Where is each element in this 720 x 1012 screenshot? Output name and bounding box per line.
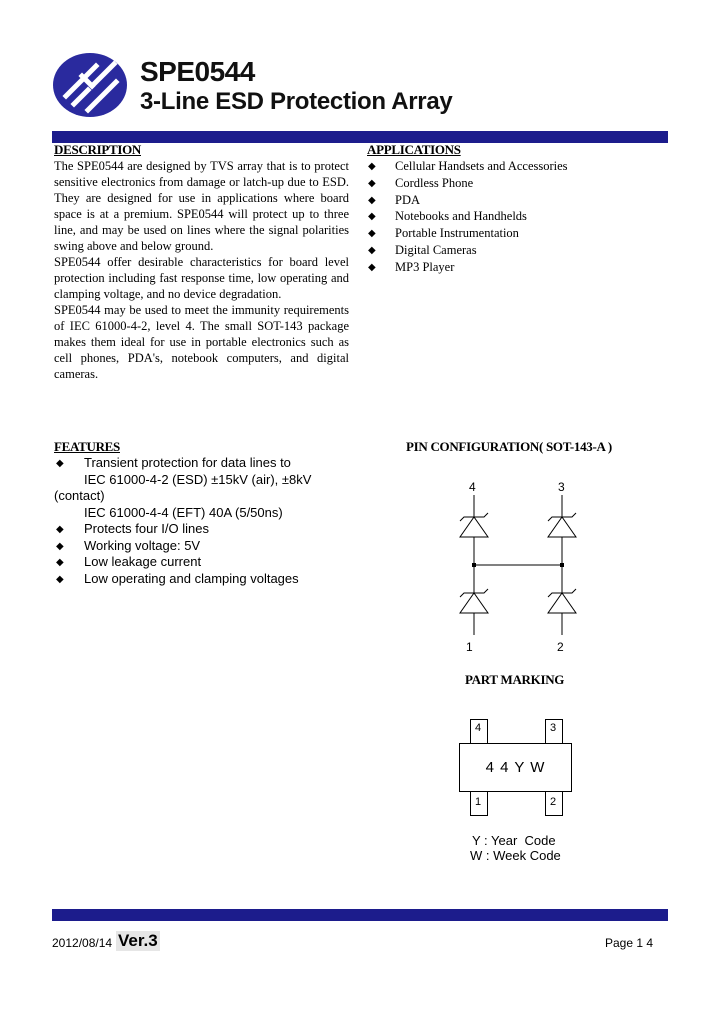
diamond-bullet-icon: ◆ [368,194,376,206]
list-item-continuation: IEC 61000-4-4 (EFT) 40A (5/50ns) [84,504,283,520]
description-paragraph: SPE0544 offer desirable characteristics for board level protection including fast response time, low operating and clamping voltage, and no device degradation. [54,255,349,301]
list-item: ◆ Transient protection for data lines to [54,455,354,472]
description-paragraph: SPE0544 may be used to meet the immunity requirements of IEC 61000-4-2, level 4. The small SOT-143 package makes them ideal for use in portable electronics such as cell phones, PDA's, notebook computers, and digital cameras. [54,303,349,381]
part-number-title: SPE0544 [140,56,255,87]
list-item: ◆ PDA [366,192,666,209]
description-text [54,158,349,382]
legend-year-code: Y : Year Code [472,833,556,848]
diamond-bullet-icon: ◆ [368,161,376,172]
list-item: ◆ Notebooks and Handhelds [366,208,666,225]
diamond-bullet-icon: ◆ [368,228,376,240]
footer-version: Ver.3 [118,931,158,950]
list-item: ◆ Low leakage current [54,554,354,571]
logo-icon [52,52,128,118]
diamond-bullet-icon: ◆ [368,244,376,256]
package-body [459,743,572,792]
list-item: ◆ Cordless Phone [366,175,666,192]
applications-list [366,158,666,276]
list-item: ◆ MP3 Player [366,259,666,276]
package-pin-2: 2 [545,792,563,816]
footer-date: 2012/08/14 [52,936,113,950]
applications-heading: APPLICATIONS [367,142,461,157]
pin-configuration-diagram [450,495,590,635]
diamond-bullet-icon: ◆ [368,261,376,273]
part-marking-heading: PART MARKING [465,672,565,687]
pin-config-heading: PIN CONFIGURATION( SOT-143-A ) [406,439,612,454]
package-pin-1: 1 [470,792,488,816]
diamond-bullet-icon: ◆ [56,540,64,552]
marking-code: 4 4 Y W [485,759,546,776]
description-paragraph: The SPE0544 are designed by TVS array that is to protect sensitive electronics from damage or latch-up due to ESD. They are designed for use in applications where board space is at a premium. SPE0544 will protect up to three line, and may be used on lines where the signal polarities swing above and below ground. [54,159,349,253]
pin-label-3: 3 [558,480,565,494]
list-item: ◆ Working voltage: 5V [54,538,354,555]
list-item-continuation: IEC 61000-4-2 (ESD) ±15kV (air), ±8kV [84,471,312,487]
package-pin-4: 4 [470,719,488,743]
footer-divider-bar [52,909,668,921]
list-item: ◆ Protects four I/O lines [54,521,354,538]
list-item: ◆ Cellular Handsets and Accessories [366,158,666,175]
pin-label-1: 1 [466,640,473,654]
list-item: ◆ Portable Instrumentation [366,225,666,242]
list-item-continuation: (contact) [54,488,105,503]
description-heading: DESCRIPTION [54,142,141,157]
company-logo [52,52,128,118]
diamond-bullet-icon: ◆ [368,211,376,223]
features-list [54,455,354,587]
pin-label-2: 2 [557,640,564,654]
diamond-bullet-icon: ◆ [56,573,64,585]
list-item: ◆ Low operating and clamping voltages [54,571,354,588]
diamond-bullet-icon: ◆ [56,458,64,469]
diamond-bullet-icon: ◆ [56,557,64,568]
page-subtitle: 3-Line ESD Protection Array [140,88,453,115]
list-item: ◆ Digital Cameras [366,242,666,259]
legend-week-code: W : Week Code [470,848,561,863]
diamond-bullet-icon: ◆ [56,524,64,535]
package-pin-3: 3 [545,719,563,743]
header-divider-bar [52,131,668,143]
pin-label-4: 4 [469,480,476,494]
features-heading: FEATURES [54,439,120,454]
diamond-bullet-icon: ◆ [368,177,376,189]
footer-page-number: Page 1 4 [605,936,654,950]
